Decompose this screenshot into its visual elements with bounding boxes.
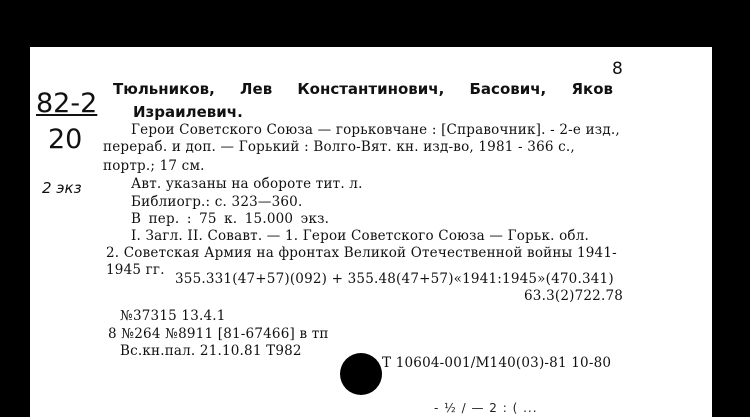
handwritten-shelf-mark: 82-2 (36, 88, 98, 119)
price-line: В пер. : 75 к. 15.000 экз. (131, 211, 330, 227)
subject-line-3: 1945 гг. (106, 262, 165, 278)
punch-hole (340, 353, 382, 395)
handwritten-copies-note: 2 экз (42, 179, 82, 197)
registry-line-1: №37315 13.4.1 (120, 308, 226, 324)
registry-line-3: Вс.кн.пал. 21.10.81 Т982 (120, 343, 302, 359)
authors-note-line: Авт. указаны на обороте тит. л. (131, 176, 363, 192)
bottom-scribble: - ½ / — 2 : ( ... (434, 401, 538, 415)
author-line: Тюльников, Лев Константинович, Басович, Яков (113, 80, 613, 98)
index-code-line: Т 10604-001/М140(03)-81 10-80 (382, 355, 612, 371)
edition-line: перераб. и доп. — Горький : Волго-Вят. кн. изд-во, 1981 - 366 с., (103, 139, 575, 155)
classification-code: 63.3(2)722.78 (524, 288, 624, 304)
subject-line-2: 2. Советская Армия на фронтах Великой Отечественной войны 1941- (106, 245, 617, 261)
subject-line-1: I. Загл. II. Совавт. — 1. Герои Советского Союза — Горьк. обл. (131, 228, 589, 244)
bibliography-line: Библиогр.: с. 323—360. (131, 194, 303, 210)
page-number: 8 (612, 59, 623, 79)
classification-line: 355.331(47+57)(092) + 355.48(47+57)«1941:1945»(470.341) (175, 271, 614, 287)
title-line: Герои Советского Союза — горьковчане : [Справочник]. - 2-е изд., (131, 122, 620, 138)
registry-line-2: 8 №264 №8911 [81-67466] в тп (108, 326, 329, 342)
handwritten-shelf-sub: 20 (48, 124, 83, 155)
catalog-card (30, 47, 712, 417)
author-line-cont: Израилевич. (133, 103, 243, 121)
format-line: портр.; 17 см. (103, 158, 205, 174)
